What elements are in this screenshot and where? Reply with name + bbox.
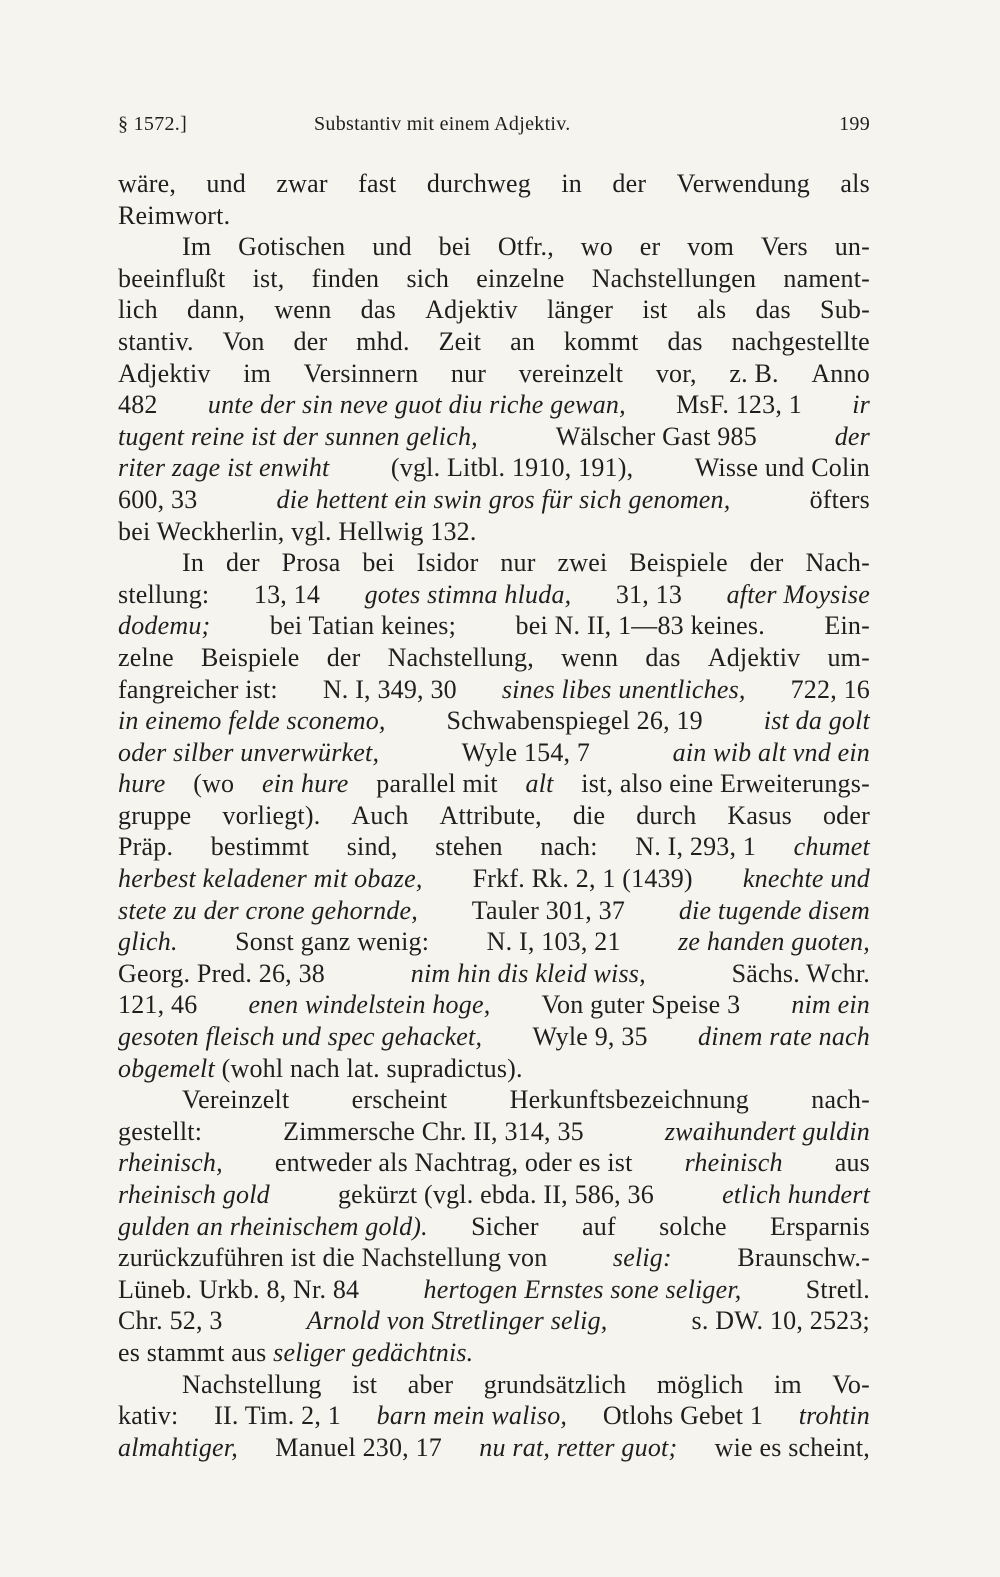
text-segment: solche <box>659 1211 727 1241</box>
italic-quotation: glich. <box>118 927 178 957</box>
text-segment: durchweg <box>426 169 531 198</box>
text-segment: Im <box>182 232 212 262</box>
text-line <box>118 642 870 674</box>
italic-quotation: nim ein <box>791 990 870 1020</box>
text-line <box>118 1305 870 1337</box>
text-segment: Georg. Pred. 26, 38 <box>118 958 325 988</box>
text-line <box>118 452 870 484</box>
text-segment: an <box>510 326 536 356</box>
text-line <box>118 1337 870 1369</box>
text-segment: parallel mit <box>376 769 498 799</box>
text-segment: Vers <box>760 232 808 262</box>
text-segment: ist, <box>252 263 285 293</box>
italic-quotation: ir <box>852 390 870 420</box>
text-segment: wenn <box>274 295 332 325</box>
text-segment: 121, 46 <box>118 990 198 1020</box>
italic-quotation: der <box>834 421 870 451</box>
italic-quotation: Arnold von Stretlinger selig, <box>306 1306 608 1336</box>
text-line <box>118 1211 870 1243</box>
text-segment: z. B. <box>729 358 779 388</box>
text-line <box>118 200 870 232</box>
text-line <box>118 294 870 326</box>
text-segment: Verwendung <box>676 169 811 198</box>
text-segment: s. DW. 10, 2523; <box>691 1306 870 1336</box>
section-reference: § 1572.] <box>118 113 188 135</box>
text-segment: bei <box>362 548 395 578</box>
text-segment: ist <box>352 1369 378 1399</box>
text-segment: öfters <box>809 484 870 514</box>
text-segment: (wo <box>193 769 235 799</box>
text-line <box>118 989 870 1021</box>
text-segment: Schwabenspiegel 26, 19 <box>446 706 703 736</box>
text-segment: entweder als Nachtrag, oder es ist <box>274 1148 633 1178</box>
text-segment: die <box>572 800 606 830</box>
text-segment: Auch <box>351 800 409 830</box>
text-line <box>118 421 870 453</box>
text-segment: kativ: <box>118 1401 179 1431</box>
text-segment: Lüneb. Urkb. 8, Nr. 84 <box>118 1274 360 1304</box>
italic-quotation: rheinisch, <box>118 1148 223 1178</box>
text-line <box>118 547 870 579</box>
text-line <box>118 168 870 200</box>
text-segment: im <box>243 358 272 388</box>
italic-quotation: rheinisch <box>684 1148 783 1178</box>
text-segment: Herkunftsbezeichnung <box>509 1085 749 1115</box>
text-segment: wo <box>580 232 613 262</box>
text-segment: Nachstellungen <box>591 263 757 293</box>
text-segment: in <box>561 169 582 198</box>
text-line <box>118 1179 870 1211</box>
text-segment: fangreicher ist: <box>118 674 278 704</box>
text-segment: oder <box>822 800 870 830</box>
text-segment: Beispiele <box>629 548 728 578</box>
text-segment: Wisse und Colin <box>694 453 870 483</box>
text-segment: stellung: <box>118 579 210 609</box>
text-segment: nur <box>450 358 487 388</box>
text-line <box>118 705 870 737</box>
italic-quotation: hure <box>118 769 166 799</box>
text-segment: Sächs. Wchr. <box>731 958 870 988</box>
text-segment: aber <box>407 1369 454 1399</box>
text-line <box>118 389 870 421</box>
text-segment: stantiv. <box>118 326 194 356</box>
italic-quotation: ain wib alt vnd ein <box>672 737 870 767</box>
text-segment: ist <box>642 295 668 325</box>
chapter-title: Substantiv mit einem Adjektiv. <box>314 113 571 135</box>
text-segment: Von <box>222 326 265 356</box>
italic-quotation: knechte und <box>742 864 870 894</box>
text-segment: vom <box>687 232 735 262</box>
text-segment: II. Tim. 2, 1 <box>214 1401 341 1431</box>
text-segment: er <box>639 232 661 262</box>
text-line <box>118 926 870 958</box>
text-segment: möglich <box>656 1369 744 1399</box>
text-segment: durch <box>636 800 697 830</box>
text-line <box>118 231 870 263</box>
text-segment: un- <box>834 232 870 262</box>
text-segment: lich <box>118 295 158 325</box>
italic-quotation: dodemu; <box>118 611 211 641</box>
text-segment: grundsätzlich <box>483 1369 627 1399</box>
text-segment: Frkf. Rk. 2, 1 (1439) <box>472 864 693 894</box>
text-segment: bei Weckherlin, vgl. Hellwig 132. <box>118 516 477 546</box>
text-line <box>118 863 870 895</box>
text-segment: Stretl. <box>805 1274 870 1304</box>
italic-quotation: tugent reine ist der sunnen gelich, <box>118 421 478 451</box>
text-segment: Braunschw.- <box>737 1243 870 1273</box>
italic-quotation: obgemelt <box>118 1053 215 1083</box>
text-segment: In <box>182 548 205 578</box>
text-segment: und <box>372 232 412 262</box>
text-segment: 31, 13 <box>615 579 683 609</box>
italic-quotation: die hettent ein swin gros für sich genomen, <box>276 484 731 514</box>
text-segment: dann, <box>187 295 246 325</box>
text-line <box>118 1147 870 1179</box>
text-line <box>118 831 870 863</box>
text-segment: bei N. II, 1—83 keines. <box>515 611 765 641</box>
text-line <box>118 516 870 548</box>
italic-quotation: ist da golt <box>763 706 870 736</box>
text-segment: der <box>749 548 784 578</box>
text-segment: Gotischen <box>238 232 346 262</box>
text-segment: erscheint <box>351 1085 448 1115</box>
text-segment: Otfr., <box>497 232 554 262</box>
text-segment: im <box>773 1369 802 1399</box>
text-segment: Vo- <box>832 1369 870 1399</box>
text-segment: das <box>667 326 703 356</box>
italic-quotation: in einemo felde sconemo, <box>118 706 386 736</box>
text-segment: Reimwort. <box>118 200 231 230</box>
text-line <box>118 1053 870 1085</box>
italic-quotation: stete zu der crone gehornde, <box>118 895 418 925</box>
text-segment: Beispiele <box>200 642 300 672</box>
text-segment: Adjektiv <box>118 358 211 388</box>
italic-quotation: dinem rate nach <box>698 1022 870 1052</box>
text-line <box>118 484 870 516</box>
italic-quotation: die tugende disem <box>678 895 870 925</box>
italic-quotation: chumet <box>793 832 870 862</box>
text-segment: 482 <box>118 390 158 420</box>
italic-quotation: trohtin <box>798 1401 870 1431</box>
text-segment: bei <box>438 232 471 262</box>
text-segment: fast <box>358 169 397 198</box>
text-segment: gekürzt (vgl. ebda. II, 586, 36 <box>337 1180 654 1209</box>
text-segment: zwar <box>276 169 328 198</box>
text-segment: um- <box>827 642 870 672</box>
text-segment: nur <box>500 548 536 578</box>
text-segment: 722, 16 <box>790 674 870 704</box>
text-line <box>118 610 870 642</box>
text-segment: Manuel 230, 17 <box>275 1432 442 1462</box>
text-segment: auf <box>582 1211 616 1241</box>
text-line <box>118 768 870 800</box>
text-line <box>118 1432 870 1464</box>
running-header <box>118 113 870 143</box>
text-segment: Kasus <box>727 800 792 830</box>
text-segment: Nachstellung <box>182 1369 322 1399</box>
text-segment: als <box>840 169 870 198</box>
text-segment: gestellt: <box>118 1116 203 1146</box>
text-segment: kommt <box>563 326 639 356</box>
italic-quotation: after Moysise <box>726 579 870 609</box>
text-line <box>118 1242 870 1274</box>
text-segment: Zeit <box>438 326 482 356</box>
text-segment: N. I, 293, 1 <box>635 832 757 862</box>
italic-quotation: nim hin dis kleid wiss, <box>410 958 646 988</box>
text-segment: stehen <box>435 832 503 862</box>
italic-quotation: unte der sin neve guot diu riche gewan, <box>207 390 626 420</box>
text-segment: Sonst ganz wenig: <box>235 927 430 957</box>
text-segment: wie es scheint, <box>714 1432 870 1462</box>
italic-quotation: riter zage ist enwiht <box>118 453 330 483</box>
text-segment: Nachstellung, <box>387 642 534 672</box>
text-segment: der <box>293 326 328 356</box>
text-line <box>118 1116 870 1148</box>
text-segment: bei Tatian keines; <box>269 611 457 641</box>
text-segment: aus <box>834 1148 870 1178</box>
text-segment: sich <box>406 263 450 293</box>
text-segment: beeinflußt <box>118 263 226 293</box>
italic-quotation: rheinisch gold <box>118 1180 270 1209</box>
italic-quotation: hertogen Ernstes sone seliger, <box>423 1274 742 1304</box>
text-segment: (wohl nach lat. supradictus). <box>214 1053 523 1083</box>
text-segment: der <box>326 642 361 672</box>
text-segment: zwei <box>557 548 608 578</box>
text-segment: sind, <box>346 832 398 862</box>
text-segment: es stammt aus <box>118 1337 274 1367</box>
text-line <box>118 895 870 927</box>
text-segment: (vgl. Litbl. 1910, 191), <box>390 453 634 483</box>
text-line <box>118 737 870 769</box>
text-segment: Anno <box>811 358 870 388</box>
text-segment: Versinnern <box>303 358 419 388</box>
text-segment: Wälscher Gast 985 <box>555 421 757 451</box>
text-segment: zurückzuführen ist die Nachstellung von <box>118 1243 548 1273</box>
text-segment: der <box>225 548 260 578</box>
text-segment: nach- <box>811 1085 870 1115</box>
text-segment: das <box>755 295 791 325</box>
italic-quotation: selig: <box>612 1243 672 1273</box>
italic-quotation: gotes stimna hluda, <box>364 579 572 609</box>
italic-quotation: ze handen guoten, <box>678 927 870 957</box>
text-segment: Sub- <box>820 295 870 325</box>
text-line <box>118 1400 870 1432</box>
text-segment: Sicher <box>471 1211 539 1241</box>
text-segment: einzelne <box>476 263 565 293</box>
text-segment: länger <box>547 295 614 325</box>
text-segment: Ersparnis <box>769 1211 870 1241</box>
text-segment: und <box>206 169 247 198</box>
text-line <box>118 579 870 611</box>
text-line <box>118 958 870 990</box>
text-segment: Chr. 52, 3 <box>118 1306 223 1336</box>
text-segment: 13, 14 <box>253 579 321 609</box>
text-segment: mhd. <box>356 326 410 356</box>
text-line <box>118 263 870 295</box>
text-line <box>118 326 870 358</box>
text-segment: 600, 33 <box>118 484 198 514</box>
text-segment: Zimmersche Chr. II, 314, 35 <box>283 1116 584 1146</box>
text-segment: Otlohs Gebet 1 <box>602 1401 764 1431</box>
text-segment: wäre, <box>118 169 177 198</box>
text-segment: nach: <box>540 832 598 862</box>
italic-quotation: zwaihundert guldin <box>664 1116 870 1146</box>
text-segment: nament- <box>783 263 870 293</box>
page-number: 199 <box>839 113 870 135</box>
text-segment: Präp. <box>118 832 174 862</box>
text-segment: N. I, 103, 21 <box>486 927 621 957</box>
text-segment: als <box>696 295 727 325</box>
text-segment: nachgestellte <box>731 326 870 356</box>
text-segment: der <box>612 169 647 198</box>
italic-quotation: ein hure <box>261 769 349 799</box>
text-line <box>118 674 870 706</box>
italic-quotation: oder silber unverwürket, <box>118 737 380 767</box>
italic-quotation: alt <box>525 769 554 799</box>
italic-quotation: gulden an rheinischem gold). <box>118 1211 428 1241</box>
text-segment: ist, also eine Erweiterungs- <box>581 769 870 799</box>
text-segment: finden <box>311 263 380 293</box>
text-line <box>118 800 870 832</box>
text-segment: Vereinzelt <box>182 1085 290 1115</box>
body-text <box>118 168 870 1463</box>
italic-quotation: enen windelstein hoge, <box>248 990 491 1020</box>
italic-quotation: nu rat, retter guot; <box>479 1432 678 1462</box>
text-line <box>118 1084 870 1116</box>
italic-quotation: seliger gedächtnis. <box>273 1337 474 1367</box>
italic-quotation: sines libes unentliches, <box>501 674 746 704</box>
text-segment: vor, <box>655 358 697 388</box>
text-segment: gruppe <box>118 800 192 830</box>
text-line <box>118 358 870 390</box>
text-segment: Ein- <box>824 611 870 641</box>
text-segment: MsF. 123, 1 <box>676 390 802 420</box>
text-segment: vereinzelt <box>518 358 624 388</box>
text-segment: zelne <box>118 642 174 672</box>
text-line <box>118 1021 870 1053</box>
italic-quotation: herbest keladener mit obaze, <box>118 864 423 894</box>
text-segment: wenn <box>561 642 619 672</box>
text-line <box>118 1369 870 1401</box>
text-segment: Prosa <box>281 548 341 578</box>
text-segment: Wyle 9, 35 <box>532 1022 648 1052</box>
text-segment: Adjektiv <box>707 642 801 672</box>
text-segment: Isidor <box>416 548 479 578</box>
text-segment: bestimmt <box>210 832 310 862</box>
text-segment: das <box>360 295 396 325</box>
italic-quotation: barn mein waliso, <box>376 1401 568 1431</box>
text-segment: Attribute, <box>439 800 542 830</box>
italic-quotation: almahtiger, <box>118 1432 238 1462</box>
text-line <box>118 1274 870 1306</box>
italic-quotation: etlich hundert <box>722 1180 870 1209</box>
text-segment: Von guter Speise 3 <box>541 990 741 1020</box>
text-segment: Nach- <box>805 548 870 578</box>
text-segment: vorliegt). <box>222 800 321 830</box>
text-segment: Adjektiv <box>425 295 518 325</box>
text-segment: N. I, 349, 30 <box>322 674 457 704</box>
text-segment: Wyle 154, 7 <box>461 737 591 767</box>
text-segment: das <box>645 642 681 672</box>
text-segment: Tauler 301, 37 <box>471 895 626 925</box>
italic-quotation: gesoten fleisch und spec gehacket, <box>118 1022 483 1052</box>
